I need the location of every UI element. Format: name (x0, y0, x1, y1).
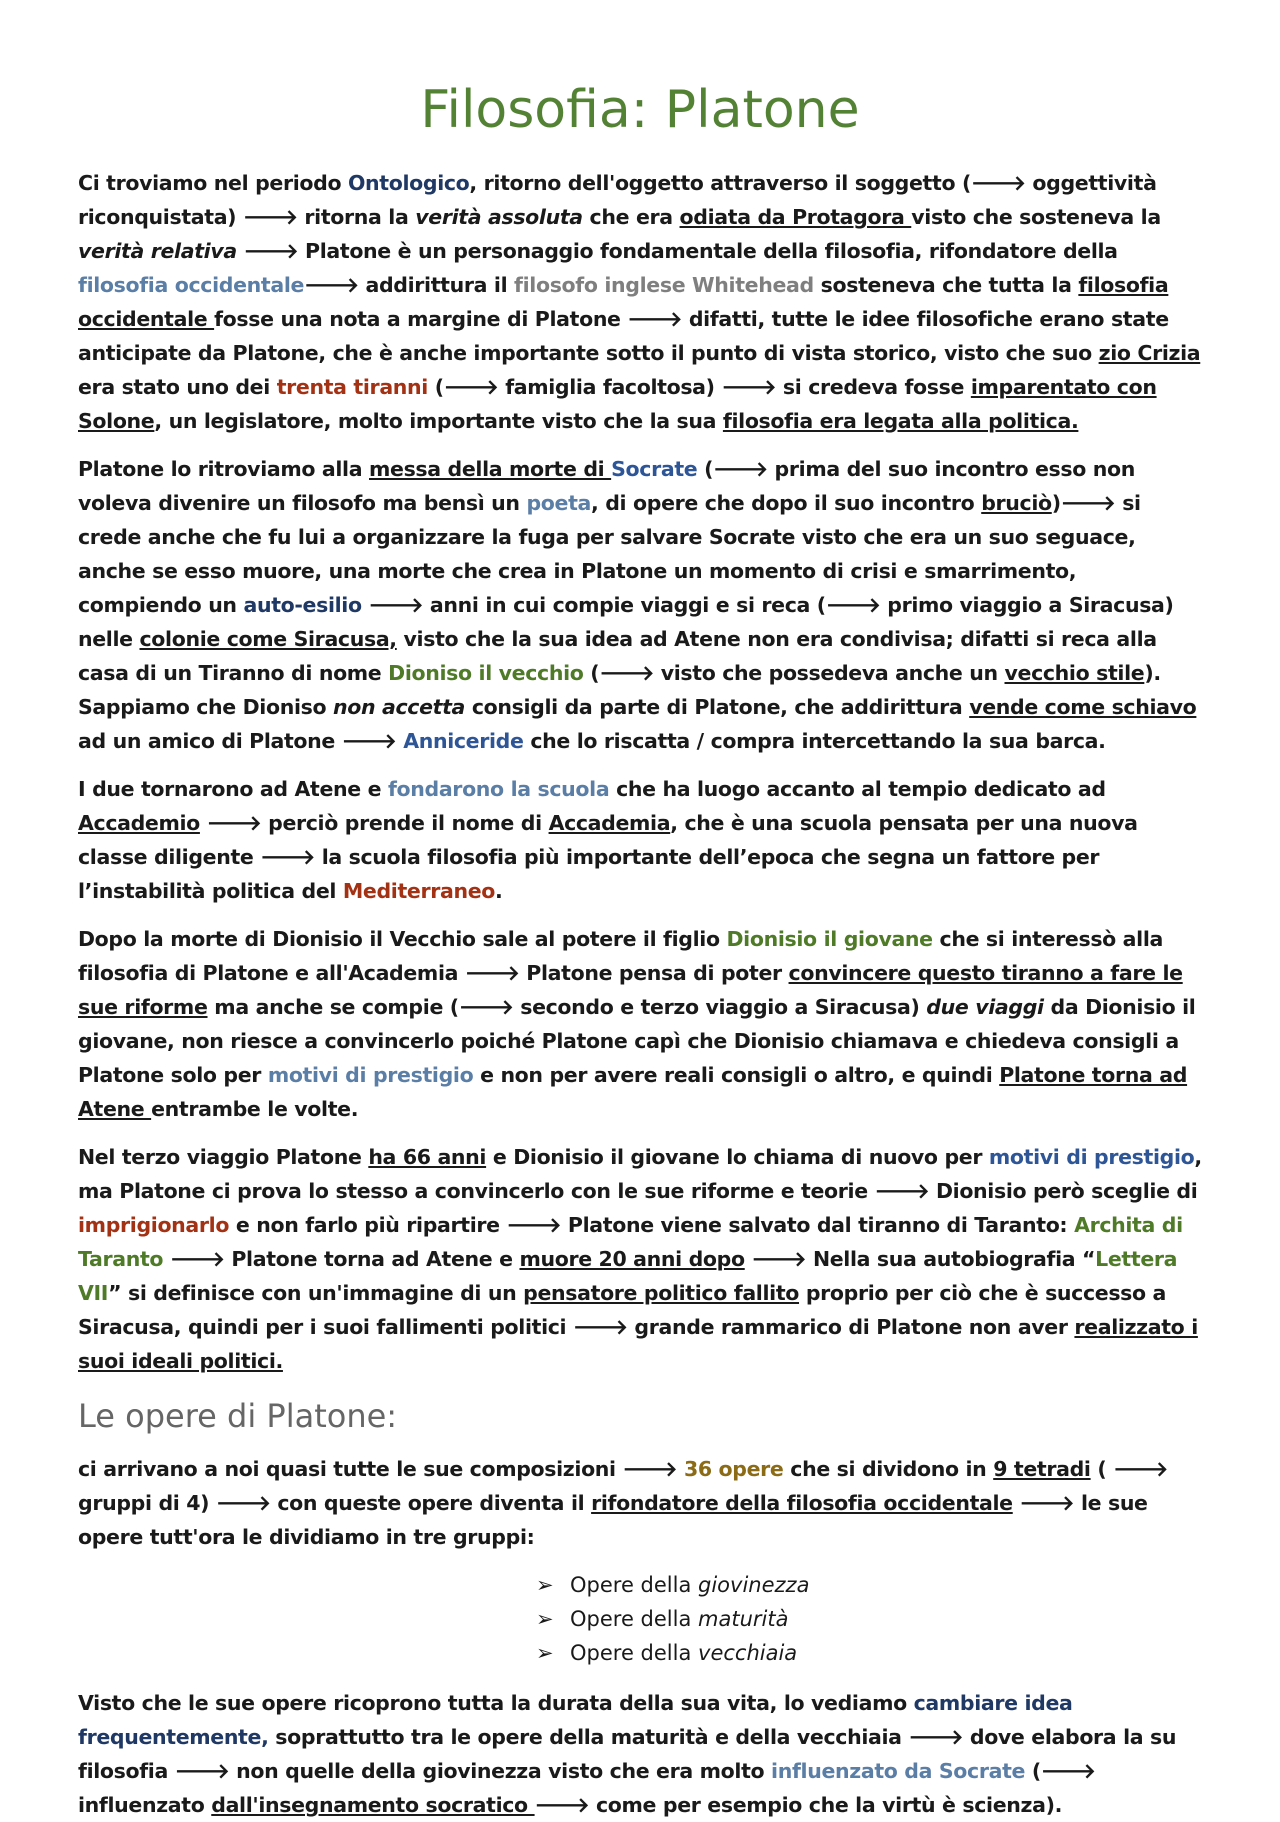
arrow-icon: 🡒 (174, 1759, 230, 1783)
arrowhead-bullet-icon: ➢ (536, 1641, 554, 1665)
arrow-icon: 🡒 (169, 1247, 225, 1271)
list-item: ➢ Opere della maturità (536, 1602, 1202, 1636)
term-influenzato-da-socrate: influenzato da Socrate (771, 1759, 1026, 1783)
arrow-icon: 🡒 (1113, 1457, 1168, 1481)
arrow-icon: 🡒 (464, 961, 520, 985)
arrow-icon: 🡒 (341, 729, 397, 753)
arrow-icon: 🡒 (825, 593, 881, 617)
paragraph-socrate: Platone lo ritroviamo alla messa della morte di Socrate (🡒 prima del suo incontro esso non voleva divenire un filosofo ma bensì un poeta, di opere che dopo il suo incontro bruciò)🡒 si crede anche che fu lui a organizzare la fuga per salvare Socrate visto che era un suo seguace, anche se esso muore, una morte che crea in Platone un momento di crisi e smarrimento, compiendo un auto-esilio 🡒 anni in cui compie viaggi e si reca (🡒 primo viaggio a Siracusa) nelle colonie come Siracusa, visto che la sua idea ad Atene non era condivisa; difatti si reca alla casa di un Tiranno di nome Dioniso il vecchio (🡒 visto che possedeva anche un vecchio stile). Sappiamo che Dioniso non accetta consigli da parte di Platone, che addirittura vende come schiavo ad un amico di Platone 🡒 Anniceride che lo riscatta / compra intercettando la sua barca. (78, 457, 1197, 753)
arrow-icon: 🡒 (713, 457, 768, 481)
paragraph-terzo-viaggio: Nel terzo viaggio Platone ha 66 anni e Dionisio il giovane lo chiama di nuovo per motivi di prestigio, ma Platone ci prova lo stesso a convincerlo con le sue riforme e teorie 🡒 Dionisio però sceglie di imprigionarlo e non farlo più ripartire 🡒 Platone viene salvato dal tiranno di Taranto: Archita di Taranto 🡒 Platone torna ad Atene e muore 20 anni dopo 🡒 Nella sua autobiografia “Lettera VII” si definisce con un'immagine di un pensatore politico fallito proprio per ciò che è successo a Siracusa, quindi per i suoi fallimenti politici 🡒 grande rammarico di Platone non aver realizzato i suoi ideali politici. (78, 1145, 1202, 1373)
arrow-icon: 🡒 (622, 1457, 678, 1481)
list-item: ➢ Opere della vecchiaia (536, 1636, 1202, 1670)
arrow-icon: 🡒 (599, 661, 654, 685)
paragraph-dionisio-giovane: Dopo la morte di Dionisio il Vecchio sale al potere il figlio Dionisio il giovane che si interessò alla filosofia di Platone e all'Academia 🡒 Platone pensa di poter convincere questo tiranno a fare le sue riforme ma anche se compie (🡒 secondo e terzo viaggio a Siracusa) due viaggi da Dionisio il giovane, non riesce a convincerlo poiché Platone capì che Dionisio chiamava e chiedeva consigli a Platone solo per motivi di prestigio e non per avere reali consigli o altro, e quindi Platone torna ad Atene entrambe le volte. (78, 927, 1196, 1121)
arrow-icon: 🡒 (206, 811, 262, 835)
arrow-icon: 🡒 (368, 593, 424, 617)
arrow-icon: 🡒 (1060, 491, 1116, 515)
arrow-icon: 🡒 (1019, 1491, 1075, 1515)
arrow-icon: 🡒 (751, 1247, 807, 1271)
term-socrate: Socrate (611, 457, 698, 481)
arrow-icon: 🡒 (1040, 1759, 1096, 1783)
arrow-icon: 🡒 (243, 239, 299, 263)
arrow-icon: 🡒 (721, 375, 777, 399)
term-imprigionarlo: imprigionarlo (78, 1213, 230, 1237)
arrow-icon: 🡒 (260, 845, 315, 869)
term-dionisio-il-giovane: Dionisio il giovane (726, 927, 933, 951)
term-poeta: poeta (526, 491, 591, 515)
arrow-icon: 🡒 (458, 995, 514, 1019)
arrow-icon: 🡒 (243, 205, 298, 229)
arrowhead-bullet-icon: ➢ (536, 1607, 554, 1631)
paragraph-intro: Ci troviamo nel periodo Ontologico, ritorno dell'oggetto attraverso il soggetto (🡒 oggettività riconquistata) 🡒 ritorna la verità assoluta che era odiata da Protagora visto che sosteneva la verità relativa 🡒 Platone è un personaggio fondamentale della filosofia, rifondatore della filosofia occidentale🡒 addirittura il filosofo inglese Whitehead sosteneva che tutta la filosofia occidentale fosse una nota a margine di Platone 🡒 difatti, tutte le idee filosofiche erano state anticipate da Platone, che è anche importante sotto il punto di vista storico, visto che suo zio Crizia era stato uno dei trenta tiranni (🡒 famiglia facoltosa) 🡒 si credeva fosse imparentato con Solone, un legislatore, molto importante visto che la sua filosofia era legata alla politica. (78, 171, 1201, 433)
arrow-icon: 🡒 (534, 1793, 590, 1817)
term-auto-esilio: auto-esilio (243, 593, 362, 617)
arrow-icon: 🡒 (908, 1725, 964, 1749)
arrow-icon: 🡒 (215, 1491, 271, 1515)
paragraph-conclusione: Visto che le sue opere ricoprono tutta la durata della sua vita, lo vediamo cambiare idea frequentemente, soprattutto tra le opere della maturità e della vecchiaia 🡒 dove elabora la su filosofia 🡒 non quelle della giovinezza visto che era molto influenzato da Socrate (🡒 influenzato dall'insegnamento socratico 🡒 come per esempio che la virtù è scienza). (78, 1691, 1177, 1817)
term-archita-di-taranto: Archita di Taranto (78, 1213, 1183, 1271)
arrow-icon: 🡒 (443, 375, 499, 399)
arrow-icon: 🡒 (971, 171, 1026, 195)
arrow-icon: 🡒 (304, 273, 359, 297)
document-title: Filosofia: Platone (420, 80, 860, 140)
term-mediterraneo: Mediterraneo (342, 879, 496, 903)
term-trenta-tiranni: trenta tiranni (276, 375, 428, 399)
arrow-icon: 🡒 (573, 1315, 628, 1339)
term-36-opere: 36 opere (683, 1457, 784, 1481)
term-ontologico: Ontologico (347, 171, 470, 195)
term-filosofia-occidentale: filosofia occidentale (78, 273, 305, 297)
term-motivi-di-prestigio: motivi di prestigio (267, 1063, 474, 1087)
term-cambiare-idea: cambiare idea frequentemente, (78, 1691, 1073, 1749)
term-dioniso-il-vecchio: Dioniso il vecchio (388, 661, 584, 685)
arrowhead-bullet-icon: ➢ (536, 1573, 554, 1597)
term-fondarono-la-scuola: fondarono la scuola (387, 777, 610, 801)
paragraph-opere: ci arrivano a noi quasi tutte le sue composizioni 🡒 36 opere che si dividono in 9 tetradi ( 🡒 gruppi di 4) 🡒 con queste opere diventa il rifondatore della filosofia occidentale 🡒 le sue opere tutt'ora le dividiamo in tre gruppi: (78, 1457, 1168, 1549)
opere-groups-list (78, 1568, 1202, 1670)
paragraph-accademia: I due tornarono ad Atene e fondarono la scuola che ha luogo accanto al tempio dedicato ad Accademio 🡒 perciò prende il nome di Accademia, che è una scuola pensata per una nuova classe diligente 🡒 la scuola filosofia più importante dell’epoca che segna un fattore per l’instabilità politica del Mediterraneo. (78, 777, 1138, 903)
term-motivi-di-prestigio: motivi di prestigio (988, 1145, 1195, 1169)
list-item: ➢ Opere della giovinezza (536, 1568, 1202, 1602)
term-lettera-vii: Lettera VII (78, 1247, 1178, 1305)
arrow-icon: 🡒 (506, 1213, 562, 1237)
term-whitehead: filosofo inglese Whitehead (514, 273, 814, 297)
section-heading-opere: Le opere di Platone: (78, 1397, 398, 1435)
term-anniceride: Anniceride (403, 729, 524, 753)
arrow-icon: 🡒 (627, 307, 683, 331)
arrow-icon: 🡒 (874, 1179, 930, 1203)
